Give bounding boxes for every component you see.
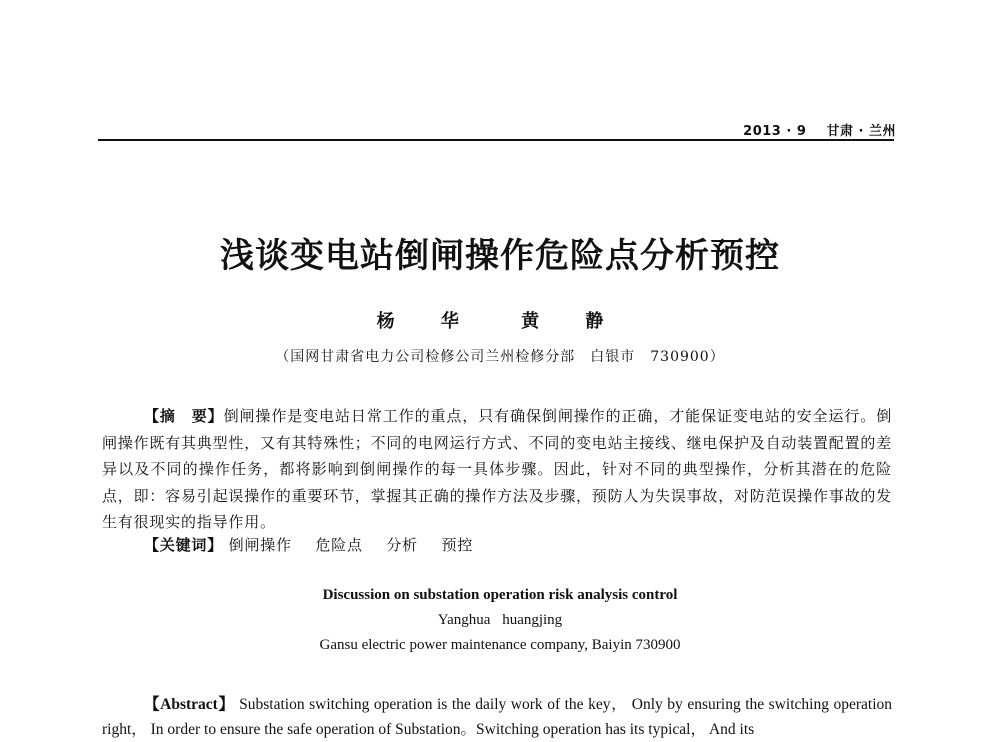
author-name: 黄 静 [521, 311, 624, 332]
issue-date: 2013 · 9 [743, 124, 807, 139]
abstract-text-english: Substation switching operation is the daily work of the key， Only by ensuring the switching operation right， In order to ensure the safe operation of Substation。Switching operation has its typical， And its [102, 696, 893, 738]
header-rule [98, 139, 894, 141]
keywords-chinese [144, 534, 894, 555]
journal-location: 甘肃 · 兰州 [826, 124, 896, 139]
keyword: 预控 [441, 536, 474, 554]
author-list-english: Yanghua huangjing [437, 612, 563, 628]
abstract-label: 【摘 要】 [144, 407, 224, 425]
author-affiliation: （国网甘肃省电力公司检修公司兰州检修分部 白银市 730900） [275, 349, 725, 365]
keywords-label: 【关键词】 [144, 536, 224, 554]
abstract-english [102, 692, 892, 742]
abstract-chinese [102, 403, 892, 536]
abstract-label-english: 【Abstract】 [144, 696, 235, 713]
running-header [743, 120, 896, 139]
keyword: 倒闸操作 [228, 536, 292, 554]
keyword: 分析 [386, 536, 418, 554]
abstract-text: 倒闸操作是变电站日常工作的重点，只有确保倒闸操作的正确，才能保证变电站的安全运行。倒闸操作既有其典型性，又有其特殊性；不同的电网运行方式、不同的变电站主接线、继电保护及自动装置配置的差异以及不同的操作任务，都将影响到倒闸操作的每一具体步骤。因此，针对不同的典型操作，分析其潜在的危险点，即：容易引起误操作的重要环节，掌握其正确的操作方法及步骤，预防人为失误事故，对防范误操作事故的发生有很现实的指导作用。 [102, 407, 893, 531]
paper-title-english: Discussion on substation operation risk analysis control [322, 587, 678, 603]
affiliation-english: Gansu electric power maintenance company, Baiyin 730900 [319, 637, 681, 653]
keyword: 危险点 [315, 536, 363, 554]
author-list [0, 307, 1000, 333]
paper-title: 浅谈变电站倒闸操作危险点分析预控 [220, 236, 780, 276]
author-name: 杨 华 [376, 311, 479, 332]
